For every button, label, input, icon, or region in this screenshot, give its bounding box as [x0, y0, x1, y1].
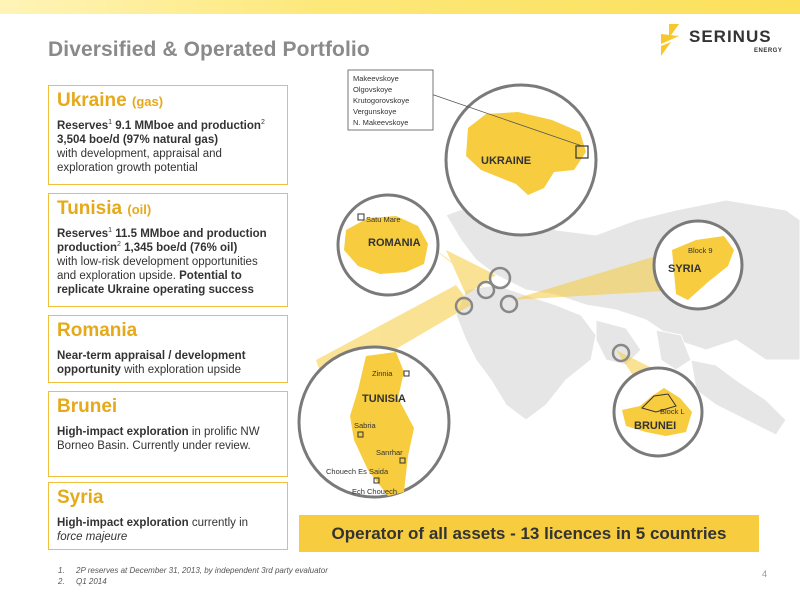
tunisia-inset: [299, 347, 449, 497]
operator-banner: Operator of all assets - 13 licences in 5 countries: [299, 515, 759, 552]
logo-mark-icon: [655, 22, 685, 58]
tunisia-t4: with low-risk development opportunities and exploration upside.: [57, 256, 258, 282]
sanrhar-label: Sanrhar: [376, 448, 403, 457]
brunei-name: Brunei: [57, 396, 118, 417]
footnote-2: [58, 577, 107, 586]
brunei-t2: in prolific NW Borneo Basin. Currently under review.: [57, 426, 260, 452]
romania-text: [57, 349, 279, 377]
syria-name: Syria: [57, 487, 104, 508]
ukraine-t4: with development, appraisal and exploration growth potential: [57, 148, 222, 174]
tunisia-map-label: TUNISIA: [362, 393, 406, 405]
romania-box: [48, 315, 288, 383]
ukraine-name: Ukraine: [57, 90, 127, 111]
romania-name: Romania: [57, 320, 138, 341]
syria-map-label: SYRIA: [668, 263, 702, 275]
field-5: N. Makeevskoye: [353, 118, 409, 127]
romania-inset: [338, 195, 438, 295]
syria-t1: High-impact exploration: [57, 517, 189, 529]
tunisia-sup2: 2: [117, 241, 121, 248]
syria-t3: force majeure: [57, 531, 128, 543]
tunisia-type: (oil): [127, 202, 152, 217]
chouech-es-saida-label: Chouech Es Saida: [326, 467, 389, 476]
ukraine-fields-callout: [348, 70, 433, 130]
brunei-text: [57, 425, 279, 453]
field-2: Olgovskoye: [353, 85, 393, 94]
footnote-1: [58, 566, 328, 575]
sabria-label: Sabria: [354, 421, 376, 430]
syria-box: [48, 482, 288, 550]
ukraine-type: (gas): [131, 94, 164, 109]
tunisia-t2: 11.5 MMboe and production: [112, 228, 267, 240]
page-title: Diversified & Operated Portfolio: [48, 38, 370, 61]
tunisia-sup1: 1: [108, 227, 113, 234]
footnote-1-text: 2P reserves at December 31, 2013, by independent 3rd party evaluator: [76, 566, 328, 575]
tunisia-text: Reserves$^1$ 11.5 MMboe and production production$^2$ 1,345 boe/d (76% oil) with low-risk development opportunities and exploration upside. Potential to replicate Ukraine operating success: [57, 227, 267, 296]
romania-t1: Near-term appraisal / development opportunity: [57, 350, 246, 376]
ukraine-t3: 3,504 boe/d (97% natural gas): [57, 134, 219, 146]
block9-label: Block 9: [688, 246, 713, 255]
field-3: Krutogorovskoye: [353, 96, 410, 105]
tunisia-name: Tunisia: [57, 198, 123, 219]
zinnia-label: Zinnia: [372, 369, 393, 378]
logo-name: SERINUS: [689, 27, 772, 46]
ukraine-text: [57, 119, 279, 175]
world-map: [296, 60, 800, 510]
tunisia-t3: 1,345 boe/d (76% oil): [120, 242, 238, 254]
ukraine-t1: Reserves: [57, 120, 109, 132]
satu-mare-label: Satu Mare: [366, 215, 401, 224]
ukraine-sup1: 1: [108, 119, 113, 126]
footnote-1-num: 1.: [58, 566, 65, 575]
syria-t2: currently in: [188, 517, 249, 529]
ukraine-map-label: UKRAINE: [481, 155, 532, 167]
syria-text: [57, 516, 279, 544]
brunei-t1: High-impact exploration: [57, 426, 189, 438]
ech-chouech-label: Ech Chouech: [352, 487, 398, 496]
ukraine-t2: 9.1 MMboe and production: [112, 120, 261, 132]
page-number: 4: [762, 569, 768, 579]
tunisia-t1: Reserves: [57, 228, 109, 240]
serinus-logo: [655, 22, 783, 62]
ukraine-heading: [57, 90, 279, 112]
field-4: Vergunskoye: [353, 107, 397, 116]
footnote-2-num: 2.: [58, 577, 65, 586]
brunei-map-label: BRUNEI: [634, 420, 677, 432]
brunei-box: [48, 391, 288, 477]
field-1: Makeevskoye: [353, 74, 399, 83]
tunisia-box: [48, 193, 288, 307]
footnote-2-text: Q1 2014: [76, 577, 107, 586]
romania-map-label: ROMANIA: [368, 237, 421, 249]
ukraine-sup2: 2: [260, 119, 265, 126]
tunisia-t5: Potential to replicate Ukraine operating success: [57, 270, 254, 296]
ukraine-box: [48, 85, 288, 185]
logo-sub: ENERGY: [754, 48, 783, 54]
top-gradient-bar: [0, 0, 800, 14]
tunisia-heading: [57, 198, 279, 220]
romania-t2: with exploration upside: [120, 364, 242, 376]
syria-inset: [654, 221, 742, 309]
block-l-label: Block L: [660, 407, 685, 416]
brunei-inset: [614, 368, 702, 456]
